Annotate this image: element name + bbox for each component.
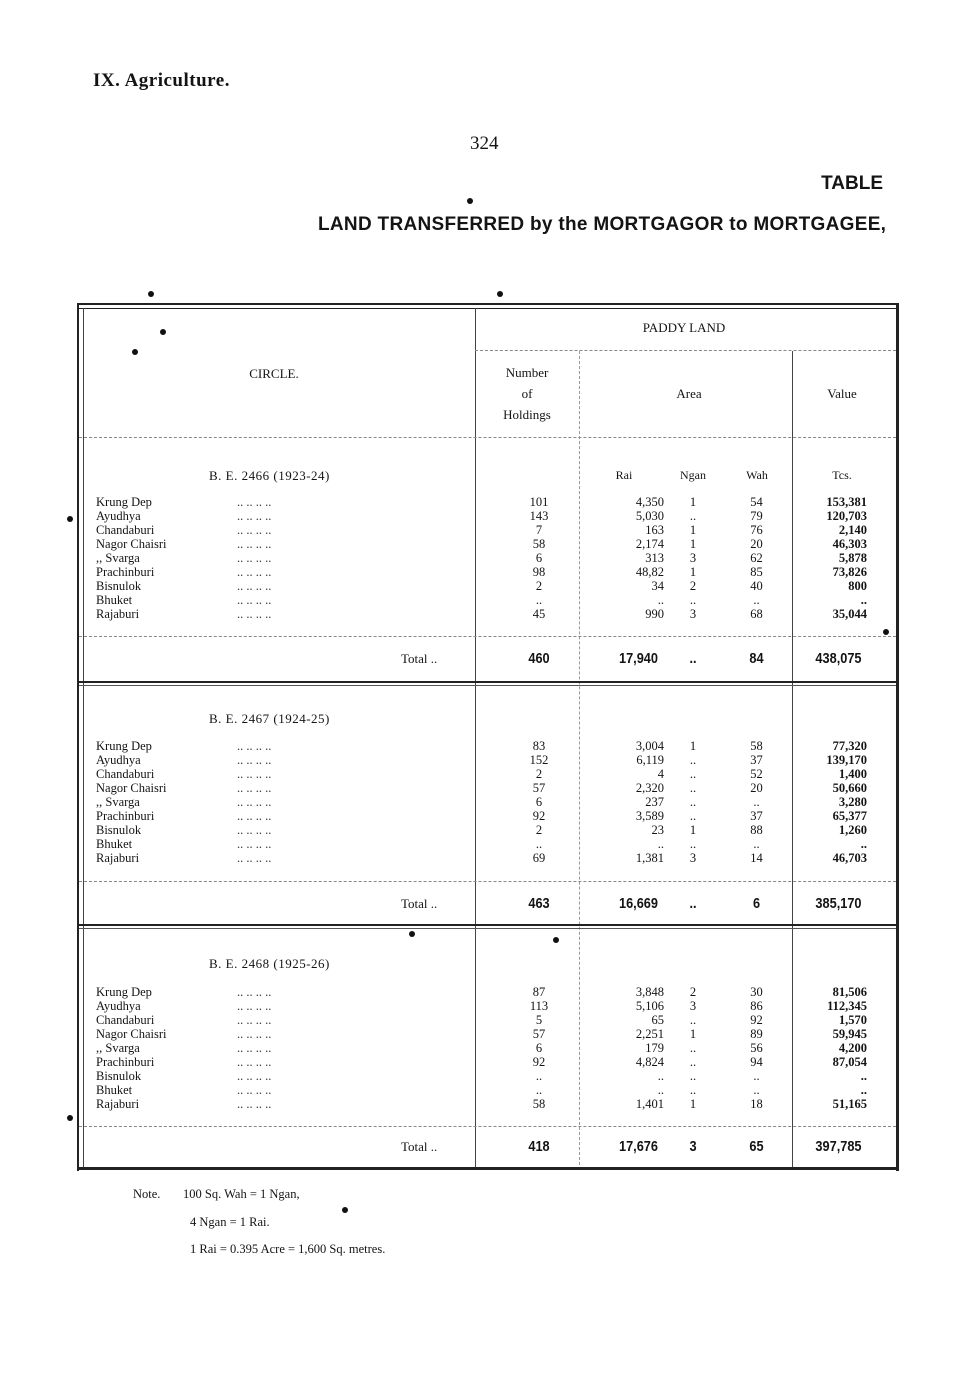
- table-row: [79, 565, 896, 579]
- wah-cell: ..: [753, 1083, 760, 1097]
- circle-name: Bhuket: [96, 837, 133, 851]
- circle-name: ,, Svarga: [96, 795, 140, 809]
- value-cell: 1,400: [838, 767, 867, 781]
- circle-name: Ayudhya: [96, 509, 141, 523]
- ngan-cell: 3: [689, 851, 697, 865]
- total-ngan: ..: [689, 895, 697, 912]
- holdings-cell: 6: [535, 551, 543, 565]
- rai-cell: 65: [651, 1013, 664, 1027]
- table-row: [79, 809, 896, 823]
- rai-cell: 4: [657, 767, 664, 781]
- unit-ngan: Ngan: [680, 468, 706, 482]
- circle-name: Ayudhya: [96, 999, 141, 1013]
- rai-cell: 6,119: [636, 753, 664, 767]
- table-title: LAND TRANSFERRED by the MORTGAGOR to MORTGAGEE,: [318, 214, 887, 235]
- circle-name: Nagor Chaisri: [96, 781, 167, 795]
- rai-cell: 2,174: [635, 537, 664, 551]
- circle-name: Krung Dep: [96, 495, 152, 509]
- section-rule: [79, 681, 896, 683]
- table-row: [79, 767, 896, 781]
- rai-cell: 23: [651, 823, 664, 837]
- rai-cell: 990: [645, 607, 664, 621]
- year-heading: B. E. 2467 (1924-25): [209, 711, 330, 726]
- ngan-cell: ..: [689, 767, 697, 781]
- total-label: Total ..: [401, 1139, 438, 1154]
- paddy-land-header: PADDY LAND: [642, 320, 726, 335]
- wah-cell: 20: [750, 537, 763, 551]
- circle-name: ,, Svarga: [96, 551, 140, 565]
- leader-dots: .. .. .. ..: [237, 509, 272, 523]
- leader-dots: .. .. .. ..: [237, 823, 272, 837]
- holdings-cell: 113: [529, 999, 549, 1013]
- bottom-rule: [79, 1167, 896, 1170]
- section-heading: IX. Agriculture.: [93, 70, 230, 91]
- value-cell: 3,280: [838, 795, 867, 809]
- wah-cell: 62: [750, 551, 763, 565]
- total-value: 397,785: [815, 1138, 862, 1155]
- wah-cell: 88: [750, 823, 763, 837]
- leader-dots: .. .. .. ..: [237, 795, 272, 809]
- table-row: [79, 537, 896, 551]
- table-row: [79, 999, 896, 1013]
- table-row: [79, 837, 896, 851]
- total-row: [79, 648, 896, 670]
- ngan-cell: 1: [689, 823, 697, 837]
- total-holdings: 463: [528, 895, 550, 912]
- table-row: [79, 523, 896, 537]
- table-row: [79, 1055, 896, 1069]
- ngan-cell: 3: [689, 551, 697, 565]
- scan-speck: [409, 931, 415, 937]
- value-cell: 59,945: [832, 1027, 867, 1041]
- circle-name: Krung Dep: [96, 739, 152, 753]
- value-cell: 73,826: [832, 565, 867, 579]
- rai-cell: 237: [645, 795, 664, 809]
- leader-dots: .. .. .. ..: [237, 837, 272, 851]
- leader-dots: .. .. .. ..: [237, 985, 272, 999]
- value-cell: ..: [860, 1069, 867, 1083]
- rai-cell: 1,401: [635, 1097, 664, 1111]
- table-row: [79, 795, 896, 809]
- note-line-2: 4 Ngan = 1 Rai.: [190, 1215, 270, 1229]
- leader-dots: .. .. .. ..: [237, 767, 272, 781]
- leader-dots: .. .. .. ..: [237, 851, 272, 865]
- table-row: [79, 1027, 896, 1041]
- value-cell: 87,054: [832, 1055, 867, 1069]
- ngan-cell: 3: [689, 999, 697, 1013]
- value-cell: 5,878: [838, 551, 867, 565]
- scan-speck: [67, 1115, 73, 1121]
- holdings-cell: 92: [532, 809, 546, 823]
- year-heading: B. E. 2466 (1923-24): [209, 468, 330, 483]
- section-rule-inner: [79, 928, 896, 929]
- wah-cell: 76: [750, 523, 763, 537]
- year-heading: B. E. 2468 (1925-26): [209, 956, 330, 971]
- rai-cell: 179: [645, 1041, 664, 1055]
- header-rule: [79, 437, 896, 438]
- circle-name: Prachinburi: [96, 809, 155, 823]
- scan-speck: [160, 329, 166, 335]
- leader-dots: .. .. .. ..: [237, 739, 272, 753]
- section-rule-inner: [79, 685, 896, 686]
- rai-cell: 3,589: [635, 809, 664, 823]
- paddy-rule: [475, 350, 896, 351]
- wah-cell: 40: [750, 579, 763, 593]
- scan-speck: [67, 516, 73, 522]
- leader-dots: .. .. .. ..: [237, 607, 272, 621]
- leader-dots: .. .. .. ..: [237, 523, 272, 537]
- top-rule: [79, 303, 896, 305]
- table-row: [79, 607, 896, 621]
- holdings-cell: 2: [535, 579, 543, 593]
- table-row: [79, 851, 896, 865]
- section-rule: [79, 924, 896, 926]
- leader-dots: .. .. .. ..: [237, 1069, 272, 1083]
- total-wah: 6: [752, 895, 761, 912]
- total-value: 385,170: [815, 895, 862, 912]
- wah-cell: 37: [750, 753, 763, 767]
- ngan-cell: ..: [689, 753, 697, 767]
- circle-name: ,, Svarga: [96, 1041, 140, 1055]
- circle-name: Rajaburi: [96, 607, 140, 621]
- value-cell: 35,044: [832, 607, 867, 621]
- holdings-cell: 92: [532, 1055, 546, 1069]
- wah-cell: 58: [750, 739, 763, 753]
- ngan-cell: 1: [689, 523, 697, 537]
- ngan-cell: 1: [689, 1097, 697, 1111]
- holdings-cell: ..: [535, 1069, 543, 1083]
- value-cell: ..: [860, 1083, 867, 1097]
- holdings-header-3: Holdings: [503, 407, 551, 422]
- page-number: 324: [470, 133, 499, 154]
- value-cell: 139,170: [826, 753, 867, 767]
- value-cell: 1,570: [838, 1013, 867, 1027]
- circle-name: Chandaburi: [96, 523, 155, 537]
- ngan-cell: 1: [689, 739, 697, 753]
- total-rule: [79, 1126, 896, 1127]
- ngan-cell: ..: [689, 781, 697, 795]
- leader-dots: .. .. .. ..: [237, 537, 272, 551]
- rai-cell: 34: [651, 579, 664, 593]
- rai-cell: 313: [645, 551, 664, 565]
- scan-speck: [467, 198, 473, 204]
- holdings-cell: 143: [529, 509, 549, 523]
- holdings-cell: 87: [532, 985, 546, 999]
- leader-dots: .. .. .. ..: [237, 1083, 272, 1097]
- rai-cell: 48,82: [635, 565, 664, 579]
- wah-cell: 94: [750, 1055, 763, 1069]
- ngan-cell: ..: [689, 509, 697, 523]
- leader-dots: .. .. .. ..: [237, 781, 272, 795]
- total-holdings: 418: [528, 1138, 550, 1155]
- value-cell: 112,345: [827, 999, 867, 1013]
- holdings-cell: 69: [532, 851, 546, 865]
- wah-cell: 18: [750, 1097, 763, 1111]
- wah-cell: ..: [753, 1069, 760, 1083]
- rai-cell: 5,106: [635, 999, 664, 1013]
- scan-speck: [883, 629, 889, 635]
- ngan-cell: ..: [689, 593, 697, 607]
- unit-wah: Wah: [746, 468, 768, 482]
- ngan-cell: 1: [689, 537, 697, 551]
- leader-dots: .. .. .. ..: [237, 1013, 272, 1027]
- circle-name: Bisnulok: [96, 579, 142, 593]
- ngan-cell: 1: [689, 1027, 697, 1041]
- total-rule: [79, 881, 896, 882]
- unit-value: Tcs.: [832, 468, 852, 482]
- value-cell: ..: [860, 837, 867, 851]
- circle-name: Rajaburi: [96, 851, 140, 865]
- value-cell: 120,703: [826, 509, 867, 523]
- total-wah: 84: [749, 650, 764, 667]
- holdings-cell: ..: [535, 837, 543, 851]
- wah-cell: 52: [750, 767, 763, 781]
- rai-cell: ..: [657, 837, 664, 851]
- leader-dots: .. .. .. ..: [237, 999, 272, 1013]
- circle-name: Ayudhya: [96, 753, 141, 767]
- leader-dots: .. .. .. ..: [237, 1097, 272, 1111]
- ngan-cell: ..: [689, 1055, 697, 1069]
- table-row: [79, 1083, 896, 1097]
- wah-cell: 54: [750, 495, 763, 509]
- wah-cell: ..: [753, 795, 760, 809]
- holdings-cell: ..: [535, 1083, 543, 1097]
- circle-header: CIRCLE.: [249, 366, 299, 381]
- ngan-cell: 2: [689, 985, 697, 999]
- table-row: [79, 509, 896, 523]
- ngan-cell: ..: [689, 1083, 697, 1097]
- wah-cell: 89: [750, 1027, 763, 1041]
- unit-rai: Rai: [615, 468, 633, 482]
- table-row: [79, 495, 896, 509]
- wah-cell: 85: [750, 565, 763, 579]
- holdings-cell: 83: [532, 739, 546, 753]
- circle-name: Chandaburi: [96, 767, 155, 781]
- note-line-3: 1 Rai = 0.395 Acre = 1,600 Sq. metres.: [190, 1242, 386, 1256]
- leader-dots: .. .. .. ..: [237, 593, 272, 607]
- table-row: [79, 823, 896, 837]
- wah-cell: 37: [750, 809, 763, 823]
- note-line-1: 100 Sq. Wah = 1 Ngan,: [183, 1187, 300, 1201]
- area-header: Area: [676, 386, 702, 401]
- total-rule: [79, 636, 896, 637]
- rai-cell: 2,251: [635, 1027, 664, 1041]
- circle-name: Chandaburi: [96, 1013, 155, 1027]
- value-cell: 46,703: [832, 851, 867, 865]
- wah-cell: ..: [753, 593, 760, 607]
- value-cell: ..: [860, 593, 867, 607]
- table-row: [79, 593, 896, 607]
- total-ngan: ..: [689, 650, 697, 667]
- scan-speck: [497, 291, 503, 297]
- rai-cell: 5,030: [635, 509, 664, 523]
- holdings-cell: 57: [532, 1027, 546, 1041]
- total-ngan: 3: [689, 1138, 697, 1155]
- table-row: [79, 985, 896, 999]
- leader-dots: .. .. .. ..: [237, 551, 272, 565]
- leader-dots: .. .. .. ..: [237, 1055, 272, 1069]
- total-row: [79, 1136, 896, 1158]
- ngan-cell: 1: [689, 565, 697, 579]
- value-cell: 2,140: [838, 523, 867, 537]
- total-rai: 17,676: [618, 1138, 658, 1155]
- ngan-cell: 3: [689, 607, 697, 621]
- holdings-header-1: Number: [505, 365, 549, 380]
- circle-name: Bisnulok: [96, 1069, 142, 1083]
- ngan-cell: ..: [689, 795, 697, 809]
- circle-name: Nagor Chaisri: [96, 1027, 167, 1041]
- table-row: [79, 753, 896, 767]
- value-cell: 4,200: [838, 1041, 867, 1055]
- rai-cell: 1,381: [635, 851, 664, 865]
- rai-cell: 3,004: [635, 739, 664, 753]
- holdings-cell: 58: [532, 537, 546, 551]
- value-cell: 800: [848, 579, 867, 593]
- data-table: [77, 303, 899, 1171]
- wah-cell: 14: [750, 851, 763, 865]
- ngan-cell: ..: [689, 809, 697, 823]
- leader-dots: .. .. .. ..: [237, 565, 272, 579]
- table-row: [79, 739, 896, 753]
- table-row: [79, 1097, 896, 1111]
- wah-cell: 68: [750, 607, 763, 621]
- holdings-cell: 2: [535, 823, 543, 837]
- leader-dots: .. .. .. ..: [237, 753, 272, 767]
- total-wah: 65: [749, 1138, 764, 1155]
- holdings-cell: 2: [535, 767, 543, 781]
- ngan-cell: ..: [689, 1013, 697, 1027]
- wah-cell: 92: [750, 1013, 763, 1027]
- value-cell: 1,260: [838, 823, 867, 837]
- leader-dots: .. .. .. ..: [237, 1041, 272, 1055]
- value-cell: 77,320: [832, 739, 867, 753]
- leader-dots: .. .. .. ..: [237, 809, 272, 823]
- ngan-cell: ..: [689, 1069, 697, 1083]
- table-row: [79, 781, 896, 795]
- value-cell: 65,377: [832, 809, 867, 823]
- total-holdings: 460: [528, 650, 550, 667]
- table-row: [79, 1013, 896, 1027]
- holdings-cell: 45: [532, 607, 546, 621]
- leader-dots: .. .. .. ..: [237, 495, 272, 509]
- total-label: Total ..: [401, 651, 438, 666]
- holdings-cell: 7: [535, 523, 543, 537]
- circle-name: Bhuket: [96, 1083, 133, 1097]
- value-cell: 81,506: [832, 985, 867, 999]
- rai-cell: ..: [657, 1083, 664, 1097]
- top-rule-inner: [79, 308, 896, 309]
- rai-cell: ..: [657, 1069, 664, 1083]
- ngan-cell: 2: [689, 579, 697, 593]
- total-rai: 16,669: [618, 895, 658, 912]
- holdings-cell: 5: [535, 1013, 543, 1027]
- holdings-cell: 98: [532, 565, 546, 579]
- holdings-cell: 6: [535, 1041, 543, 1055]
- holdings-cell: 58: [532, 1097, 546, 1111]
- wah-cell: 20: [750, 781, 763, 795]
- value-cell: 153,381: [826, 495, 867, 509]
- note-label: Note.: [133, 1187, 161, 1201]
- leader-dots: .. .. .. ..: [237, 579, 272, 593]
- holdings-cell: 101: [529, 495, 549, 509]
- total-row: [79, 893, 896, 915]
- circle-name: Nagor Chaisri: [96, 537, 167, 551]
- table-row: [79, 1041, 896, 1055]
- value-cell: 51,165: [832, 1097, 867, 1111]
- value-header: Value: [827, 386, 857, 401]
- wah-cell: 86: [750, 999, 763, 1013]
- rai-cell: 4,824: [635, 1055, 664, 1069]
- value-cell: 50,660: [832, 781, 867, 795]
- scan-speck: [148, 291, 154, 297]
- ngan-cell: 1: [689, 495, 697, 509]
- total-label: Total ..: [401, 896, 438, 911]
- wah-cell: 30: [750, 985, 763, 999]
- table-row: [79, 551, 896, 565]
- circle-name: Prachinburi: [96, 565, 155, 579]
- holdings-cell: 6: [535, 795, 543, 809]
- rai-cell: 3,848: [635, 985, 664, 999]
- table-row: [79, 1069, 896, 1083]
- circle-name: Krung Dep: [96, 985, 152, 999]
- circle-name: Bhuket: [96, 593, 133, 607]
- rai-cell: 2,320: [635, 781, 664, 795]
- ngan-cell: ..: [689, 837, 697, 851]
- circle-name: Prachinburi: [96, 1055, 155, 1069]
- circle-name: Bisnulok: [96, 823, 142, 837]
- total-value: 438,075: [815, 650, 862, 667]
- rai-cell: 4,350: [635, 495, 664, 509]
- holdings-cell: ..: [535, 593, 543, 607]
- rai-cell: ..: [657, 593, 664, 607]
- total-rai: 17,940: [618, 650, 658, 667]
- wah-cell: ..: [753, 837, 760, 851]
- scan-speck: [342, 1207, 348, 1213]
- table-row: [79, 579, 896, 593]
- scan-speck: [132, 349, 138, 355]
- table-label: TABLE: [821, 173, 883, 194]
- circle-name: Rajaburi: [96, 1097, 140, 1111]
- holdings-cell: 57: [532, 781, 546, 795]
- scan-speck: [553, 937, 559, 943]
- holdings-header-2: of: [521, 386, 533, 401]
- holdings-cell: 152: [529, 753, 549, 767]
- leader-dots: .. .. .. ..: [237, 1027, 272, 1041]
- value-cell: 46,303: [832, 537, 867, 551]
- rai-cell: 163: [645, 523, 664, 537]
- wah-cell: 79: [750, 509, 763, 523]
- ngan-cell: ..: [689, 1041, 697, 1055]
- wah-cell: 56: [750, 1041, 763, 1055]
